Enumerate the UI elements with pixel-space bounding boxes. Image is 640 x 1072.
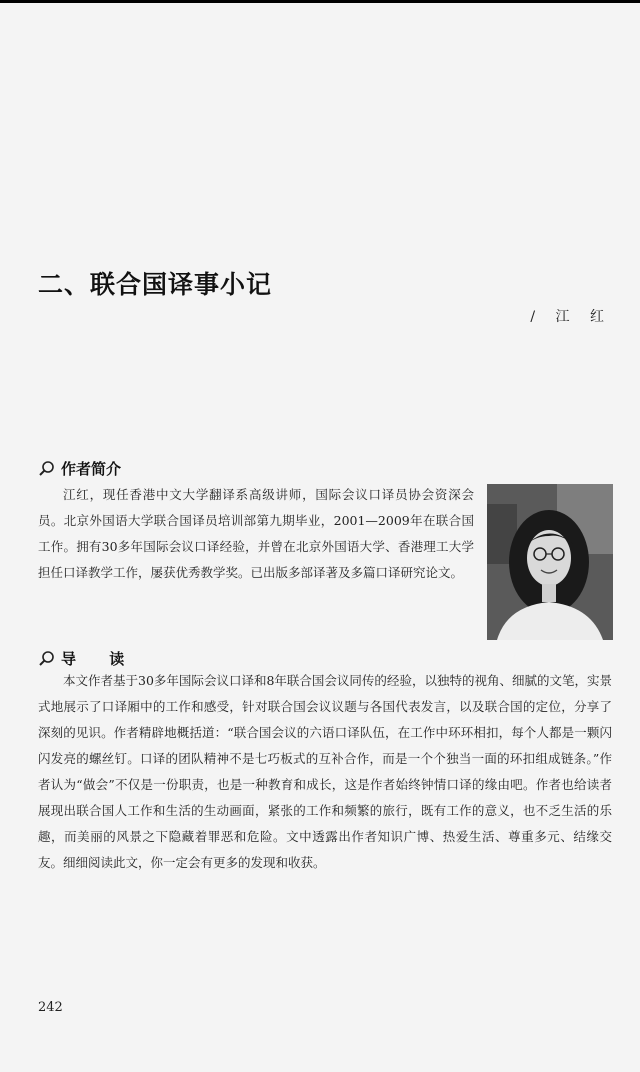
page-number: 242	[38, 1000, 63, 1015]
author-bio-paragraph: 江红，现任香港中文大学翻译系高级讲师，国际会议口译员协会资深会员。北京外国语大学联合国译员培训部第九期毕业，2001—2009年在联合国工作。拥有30多年国际会议口译经验，并曾在北京外国语大学、香港理工大学担任口译教学工作，屡获优秀教学奖。已出版多部译著及多篇口译研究论文。	[38, 487, 474, 580]
guide-text	[38, 668, 612, 876]
book-page	[0, 3, 640, 1072]
author-photo	[487, 484, 613, 640]
author-portrait-image	[487, 484, 613, 640]
author-intro-heading	[38, 458, 121, 479]
magnifier-icon	[38, 460, 55, 477]
guide-paragraph: 本文作者基于30多年国际会议口译和8年联合国会议同传的经验，以独特的视角、细腻的文笔，实景式地展示了口译厢中的工作和感受，针对联合国会议议题与各国代表发言，以及联合国的定位，分享了深刻的见识。作者精辟地概括道：“联合国会议的六语口译队伍，在工作中环环相扣，每个人都是一颗闪闪发亮的螺丝钉。口译的团队精神不是七巧板式的互补合作，而是一个个独当一面的环扣组成链条。”作者认为“做会”不仅是一份职责，也是一种教育和成长，这是作者始终钟情口译的缘由吧。作者也给读者展现出联合国人工作和生活的生动画面，紧张的工作和频繁的旅行，既有工作的意义，也不乏生活的乐趣，而美丽的风景之下隐藏着罪恶和危险。文中透露出作者知识广博、热爱生活、尊重多元、结缘交友。细细阅读此文，你一定会有更多的发现和收获。	[38, 673, 612, 870]
chapter-title: 二、联合国译事小记	[38, 270, 273, 299]
guide-heading-text: 导 读	[61, 650, 139, 668]
author-byline: / 江 红	[530, 309, 612, 325]
author-bio	[38, 482, 474, 586]
guide-heading	[38, 648, 138, 669]
magnifier-icon	[38, 650, 55, 667]
author-intro-heading-text: 作者简介	[61, 460, 122, 478]
